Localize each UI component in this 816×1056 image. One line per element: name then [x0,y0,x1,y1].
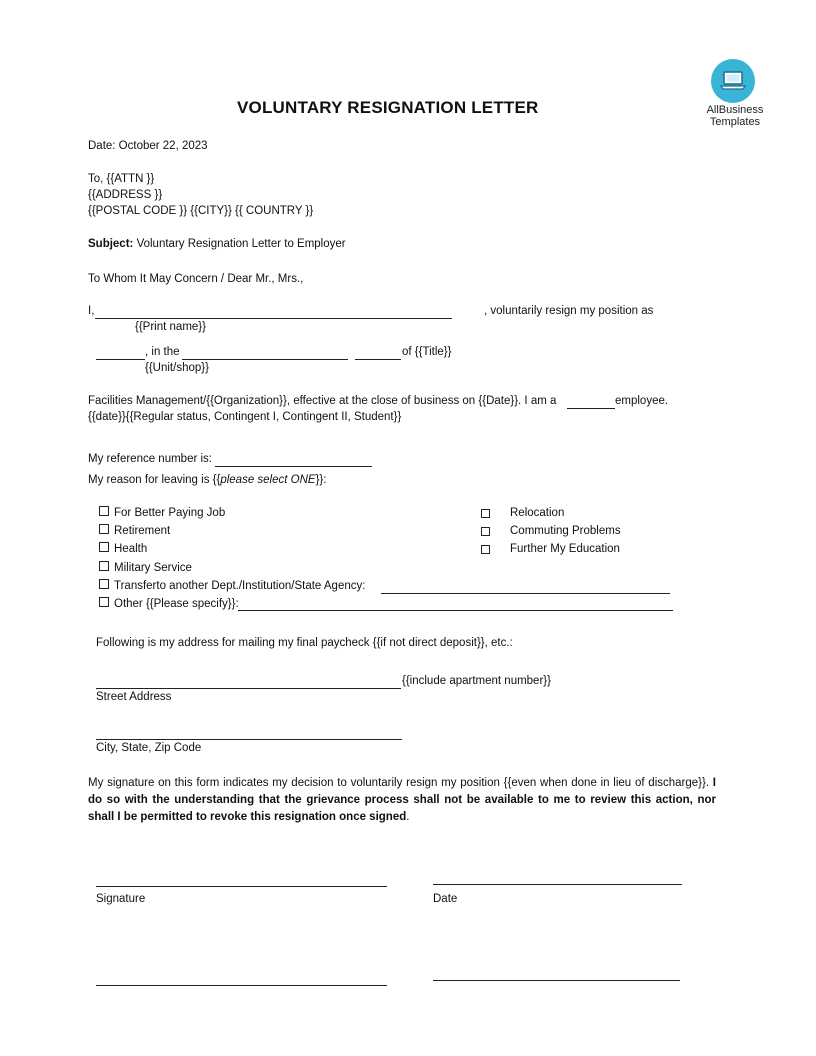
recipient-to: To, {{ATTN }} [88,173,155,185]
recipient-address: {{ADDRESS }} [88,189,163,201]
reason-prompt-b: }}: [315,474,327,486]
reference-field-line[interactable] [215,466,372,467]
reason-health: Health [114,543,148,555]
date-line: Date: October 22, 2023 [88,140,208,152]
checkbox-better-paying-job[interactable] [99,506,109,516]
reason-other: Other {{Please specify}}: [114,598,239,610]
second-signature-field-line[interactable] [96,985,387,986]
signature-label: Signature [96,893,146,905]
mailing-intro: Following is my address for mailing my final paycheck {{if not direct deposit}}, etc.: [96,637,513,649]
employee-type-field-line[interactable] [567,408,615,409]
salutation: To Whom It May Concern / Dear Mr., Mrs., [88,273,304,285]
checkbox-retirement[interactable] [99,524,109,534]
subject-line [88,238,346,250]
reason-transfer: Transferto another Dept./Institution/State Agency: [114,580,366,592]
signature-field-line[interactable] [96,886,387,887]
position-field-line[interactable] [96,359,145,360]
date-label: Date [433,893,458,905]
declaration-normal: My signature on this form indicates my decision to voluntarily resign my position {{even when done in lieu of discharge}}. [88,777,713,789]
checkbox-relocation[interactable] [481,509,490,518]
other-field-line[interactable] [238,610,673,611]
laptop-icon [711,59,755,103]
transfer-field-line[interactable] [381,593,670,594]
date-field-line[interactable] [433,884,682,885]
subject-label: Subject: [88,238,134,250]
reason-military-service: Military Service [114,562,192,574]
checkbox-other[interactable] [99,597,109,607]
street-address-label: Street Address [96,691,172,703]
city-label: City, State, Zip Code [96,742,202,754]
facilities-text: Facilities Management/{{Organization}}, effective at the close of business on {{Date}}. I am a [88,395,557,407]
reason-prompt-italic: please select ONE [220,474,316,486]
i-prefix: I, [88,305,95,317]
reference-label: My reference number is: [88,453,212,465]
reason-prompt-a: My reason for leaving is {{ [88,474,221,486]
checkbox-commuting-problems[interactable] [481,527,490,536]
in-the-text: , in the [145,346,180,358]
title-field-line[interactable] [355,359,401,360]
logo-text-line2: Templates [709,116,761,128]
reason-further-education: Further My Education [510,543,620,555]
reason-commuting-problems: Commuting Problems [510,525,621,537]
reason-retirement: Retirement [114,525,171,537]
street-address-field-line[interactable] [96,688,401,689]
print-name-hint: {{Print name}} [135,321,206,333]
declaration-paragraph [88,775,716,826]
resign-text: , voluntarily resign my position as [484,305,654,317]
of-title-text: of {{Title}} [402,346,452,358]
declaration-bold: I do so with the understanding that the grievance process shall not be available to me to review this action, nor shall I be permitted to revoke this resignation once signed [88,777,716,823]
status-options: {{date}}{{Regular status, Contingent I, Contingent II, Student}} [88,411,402,423]
second-date-field-line[interactable] [433,980,680,981]
checkbox-transfer[interactable] [99,579,109,589]
reason-prompt [88,474,326,486]
subject-text: Voluntary Resignation Letter to Employer [133,238,346,250]
employee-text: employee. [615,395,669,407]
checkbox-health[interactable] [99,542,109,552]
logo-badge [711,59,755,103]
name-field-line[interactable] [95,318,452,319]
city-field-line[interactable] [96,739,402,740]
document-title: VOLUNTARY RESIGNATION LETTER [237,98,539,117]
unit-shop-hint: {{Unit/shop}} [145,362,209,374]
recipient-postal: {{POSTAL CODE }} {{CITY}} {{ COUNTRY }} [88,205,314,217]
checkbox-military-service[interactable] [99,561,109,571]
reason-better-paying-job: For Better Paying Job [114,507,226,519]
checkbox-further-education[interactable] [481,545,490,554]
apartment-note: {{include apartment number}} [402,675,551,687]
unit-field-line[interactable] [182,359,348,360]
logo-text-line1: AllBusiness [706,104,764,116]
reason-relocation: Relocation [510,507,565,519]
declaration-end: . [406,811,410,823]
